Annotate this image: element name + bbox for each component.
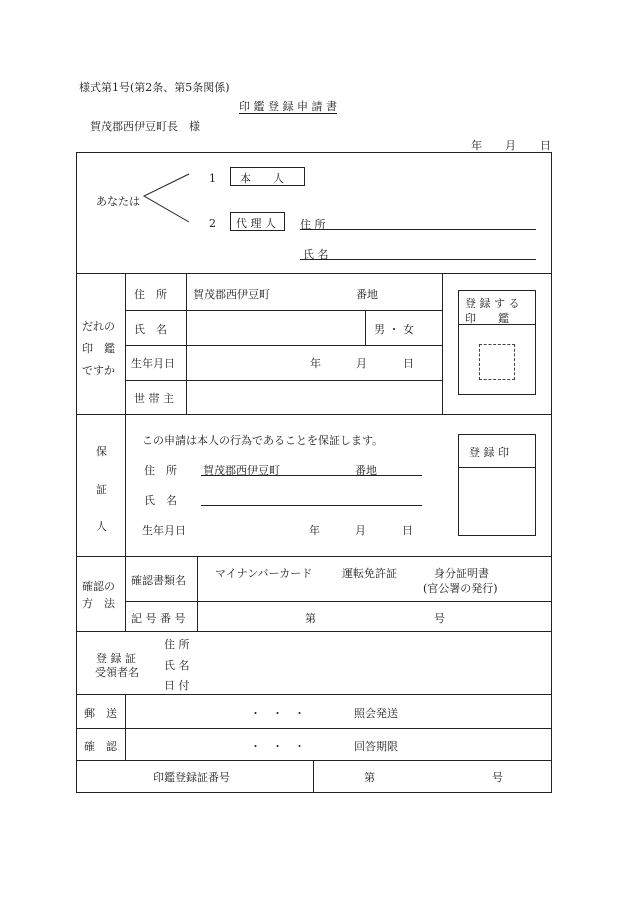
- column-divider: [125, 414, 126, 556]
- guarantor-name-field[interactable]: [201, 505, 422, 506]
- mailing-label: 郵 送: [84, 707, 117, 720]
- guarantor-side-char-1: 保: [96, 445, 107, 458]
- applicant-label: あなたは: [96, 195, 140, 208]
- addressee: 賀茂郡西伊豆町長 様: [90, 120, 200, 133]
- guarantor-side-char-2: 証: [96, 483, 107, 496]
- section-divider: [76, 760, 552, 761]
- code-number-label: 記 号 番 号: [131, 612, 186, 625]
- owner-dob-label: 生年月日: [131, 357, 175, 370]
- doc-option-license[interactable]: 運転免許証: [342, 567, 397, 580]
- date-month-label: 月: [505, 139, 516, 152]
- guarantor-dob-day: 日: [402, 524, 413, 537]
- guarantor-dob-year: 年: [309, 524, 320, 537]
- date-day-label: 日: [540, 139, 551, 152]
- doc-option-mynumber[interactable]: マイナンバーカード: [215, 567, 313, 580]
- guarantor-banchi-label: 番地: [355, 464, 377, 477]
- section-divider: [76, 694, 552, 695]
- option-agent-label: 代 理 人: [236, 217, 276, 230]
- column-divider: [442, 273, 443, 414]
- guarantor-name-label: 氏 名: [144, 494, 177, 507]
- guarantor-address-label: 住 所: [144, 464, 177, 477]
- bracket-lines: [142, 172, 190, 224]
- guarantor-stamp-label: 登 録 印: [469, 446, 509, 459]
- agent-address-field[interactable]: [300, 229, 536, 230]
- option1-number: 1: [209, 172, 216, 185]
- recipient-date-label: 日 付: [164, 679, 190, 692]
- certificate-dai-label: 第: [364, 771, 375, 784]
- owner-dob-day: 日: [403, 357, 414, 370]
- seal-box-label-2: 印 鑑: [465, 312, 509, 325]
- column-divider: [125, 556, 126, 631]
- column-divider: [313, 760, 314, 793]
- guarantor-address-value[interactable]: 賀茂郡西伊豆町: [203, 464, 280, 477]
- confirmation-note: 回答期限: [354, 740, 398, 753]
- page-title: 印 鑑 登 録 申 請 書: [239, 100, 337, 113]
- row-divider: [125, 345, 442, 346]
- doc-option-id-line1[interactable]: 身分証明書: [434, 567, 489, 580]
- option-agent-box[interactable]: [230, 212, 285, 231]
- seal-impression-area[interactable]: [479, 344, 515, 380]
- stamp-box-divider: [459, 467, 535, 468]
- column-divider: [125, 694, 126, 760]
- mailing-date-dots[interactable]: ・ ・ ・: [250, 707, 305, 720]
- section-divider: [76, 273, 552, 274]
- code-dai-label: 第: [305, 612, 316, 625]
- option-principal-label: 本 人: [240, 172, 284, 185]
- guarantor-address-field[interactable]: [201, 475, 422, 476]
- owner-address-value[interactable]: 賀茂郡西伊豆町: [193, 288, 270, 301]
- certificate-number-label: 印鑑登録証番号: [153, 771, 230, 784]
- owner-name-label: 氏 名: [134, 323, 167, 336]
- guarantor-dob-month: 月: [355, 524, 366, 537]
- column-divider: [365, 310, 366, 345]
- owner-banchi-label: 番地: [356, 288, 378, 301]
- gender-options[interactable]: 男 ・ 女: [374, 323, 414, 336]
- seal-owner-side-label-3: ですか: [82, 364, 115, 377]
- option2-number: 2: [209, 217, 216, 230]
- doc-type-label: 確認書類名: [131, 574, 186, 587]
- agent-name-label: 氏 名: [303, 248, 329, 261]
- guarantor-side-char-3: 人: [96, 520, 107, 533]
- owner-name-field[interactable]: [186, 311, 364, 344]
- owner-dob-year: 年: [310, 357, 321, 370]
- guarantor-dob-label: 生年月日: [142, 524, 186, 537]
- verification-side-label-2: 方 法: [82, 597, 115, 610]
- code-go-label: 号: [434, 612, 445, 625]
- column-divider: [197, 556, 198, 631]
- row-divider: [125, 601, 552, 602]
- household-head-label: 世 帯 主: [134, 392, 174, 405]
- verification-side-label-1: 確認の: [82, 580, 115, 593]
- agent-name-field[interactable]: [300, 259, 536, 260]
- mailing-note: 照会発送: [354, 707, 398, 720]
- owner-dob-month: 月: [356, 357, 367, 370]
- form-number: 様式第1号(第2条、第5条関係): [79, 81, 230, 94]
- section-divider: [76, 414, 552, 415]
- option-principal-box[interactable]: [230, 167, 305, 186]
- seal-owner-side-label-2: 印 鑑: [82, 342, 115, 355]
- confirmation-label: 確 認: [84, 740, 117, 753]
- guarantor-statement: この申請は本人の行為であることを保証します。: [142, 434, 384, 447]
- seal-box-label-1: 登 録 す る: [465, 297, 520, 310]
- owner-address-label: 住 所: [134, 288, 167, 301]
- agent-address-label: 住 所: [300, 218, 326, 231]
- confirmation-date-dots[interactable]: ・ ・ ・: [250, 740, 305, 753]
- section-divider: [76, 556, 552, 557]
- recipient-address-label: 住 所: [164, 638, 190, 651]
- recipient-label-1: 登 録 証: [96, 652, 136, 665]
- section-divider: [76, 631, 552, 632]
- doc-option-id-line2: (官公署の発行): [423, 582, 498, 595]
- recipient-label-2: 受領者名: [95, 666, 139, 679]
- section-divider: [76, 728, 552, 729]
- seal-owner-side-label-1: だれの: [82, 320, 115, 333]
- recipient-name-label: 氏 名: [164, 659, 190, 672]
- column-divider: [125, 273, 126, 414]
- date-year-label: 年: [471, 139, 482, 152]
- certificate-go-label: 号: [492, 771, 503, 784]
- household-head-field[interactable]: [186, 381, 441, 413]
